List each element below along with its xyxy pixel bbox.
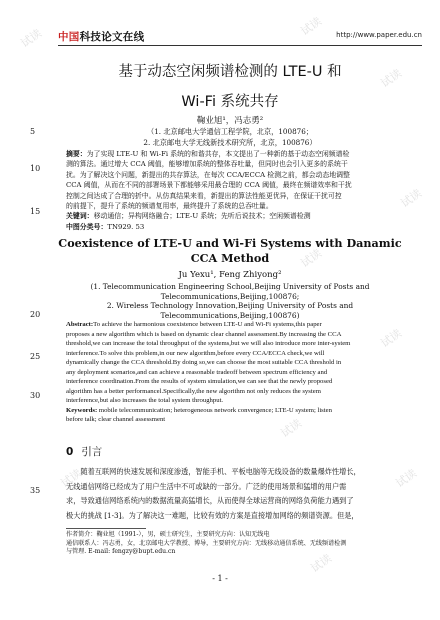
watermark: 试读 — [298, 14, 325, 39]
abstract-cn-line: 扰。为了解决这个问题，新提出的共存算法，在每次 CCA/ECCA 检测之前，都会动态地调整 — [66, 170, 350, 179]
affiliation-cn: （1. 北京邮电大学通信工程学院，北京，100876； — [147, 127, 313, 136]
abstract-en-line: algorithm has a better performancel.Specifically,the new algorithm not only reduces the system — [66, 387, 321, 395]
affiliation-en-line: Telecommunications,Beijing,100876; — [160, 291, 300, 301]
title-en-line2: CCA Method — [190, 251, 270, 265]
watermark: 试读 — [308, 551, 335, 576]
line-number: 20 — [30, 310, 41, 319]
abstract-en-line: dynamically change the CCA threshold.By doing so,we can choose the most suitable CCA threshold in — [66, 359, 342, 366]
abstract-en-line: proposes a new algorithm which is based on dynamic clear channel assessment.By increasing the CCA — [66, 330, 342, 338]
abstract-en-label: Abstract: — [66, 321, 94, 328]
classification-cn-label: 中图分类号： — [66, 222, 108, 231]
abstract-cn-line: 的前提下，提升了系统的频谱复用率，最终提升了系统的总吞吐量。 — [66, 202, 273, 211]
footnote-divider — [66, 528, 146, 529]
footnote-author-bio: 作者简介：鞠业旭（1991-），男，硕士研究生，主要研究方向：认知无线电 — [66, 531, 270, 538]
title-en-line1: Coexistence of LTE-U and Wi-Fi Systems with Danamic — [58, 236, 402, 250]
intro-line: 求，导致通信网络系统内的数据流量高猛增长，从而使得全球运营商的网络负荷能力遇到了 — [66, 496, 354, 505]
section-number: 0 — [66, 446, 74, 458]
watermark: 试读 — [393, 466, 420, 491]
watermark: 试读 — [378, 326, 405, 351]
site-url[interactable]: http://www.paper.edu.cn — [336, 31, 422, 39]
authors-en: Ju Yexu¹, Feng Zhiyong² — [178, 270, 282, 280]
title-cn-line1: 基于动态空闲频谱检测的 LTE-U 和 — [118, 64, 342, 80]
abstract-en-line: interference,but also increases the total system throughput. — [66, 397, 224, 404]
classification-cn — [66, 222, 422, 232]
page-number: - 1 - — [212, 574, 228, 583]
affiliation-en-line: Telecommunications,Beijing,100876) — [160, 310, 300, 320]
affiliation-cn: 2. 北京邮电大学无线新技术研究所，北京，100876） — [143, 138, 317, 147]
abstract-en-line: interference coordination.From the results of system simulation,we can see that the newly proposed — [66, 378, 333, 385]
line-number: 10 — [30, 164, 41, 173]
title-cn-line2: Wi-Fi 系统共存 — [181, 94, 279, 110]
abstract-en-line: any deployment scenarios,and can achieve a reasonable tradeoff between spectrum efficiency and — [66, 368, 328, 376]
logo-red-text: 中国 — [58, 31, 80, 43]
abstract-cn — [66, 149, 425, 232]
section-heading — [66, 444, 102, 459]
abstract-cn-line: 测的算法。通过增大 CCA 阈值，能够增加系统的整体吞吐量，但同时也会引入更多的系统干 — [66, 160, 348, 169]
abstract-en-line: threshold,we can increase the total throughput of the systems,but we will also introduce more inter-system — [66, 340, 351, 347]
header-divider — [58, 45, 422, 46]
watermark: 试读 — [398, 186, 425, 211]
keywords-en-line: mobile telecommunication; heterogeneous network convergence; LTE-U system; listen — [97, 406, 332, 414]
logo-text: 科技论文在线 — [79, 31, 145, 43]
line-number: 30 — [30, 391, 41, 400]
keywords-cn-text: 移动通信；异构网络融合；LTE-U 系统；先听后说技术；空闲频谱检测 — [93, 212, 311, 221]
affiliation-en-line: 2. Wireless Technology Innovation,Beijing University of Posts and — [106, 301, 354, 311]
affiliation-en — [40, 282, 420, 320]
abstract-cn-line: 控制之间达成了合理的折中。从仿真结果来看，新提出的算法性能更优异，在保证干扰可控 — [66, 191, 342, 200]
watermark: 试读 — [18, 26, 45, 51]
line-number: 15 — [30, 207, 41, 216]
abstract-en — [66, 320, 422, 425]
intro-line: 无线通信网络已经成为了用户生活中不可或缺的一部分。广泛的使用场景和猛增的用户需 — [66, 481, 347, 491]
abstract-cn-line: 为了实现 LTE-U 和 Wi-Fi 系统的和谐共存，本文提出了一种新的基于动态空闲频谱检 — [86, 150, 350, 158]
keywords-cn-label: 关键词： — [66, 212, 94, 221]
watermark: 试读 — [298, 246, 325, 271]
line-number: 35 — [30, 486, 41, 495]
classification-cn-text: TN929. 53 — [107, 222, 145, 231]
keywords-en-line: before talk; clear channel assessment — [66, 416, 166, 423]
footnote-contact: 通信联系人：冯志勇，女，北京邮电大学教授、博导，主要研究方向：无线移动通信系统、无线频谱检测 — [66, 539, 347, 547]
line-number: 5 — [30, 127, 36, 136]
footnote-email: 与管理. E-mail: fengzy@bupt.edu.cn — [66, 548, 176, 556]
line-number: 25 — [30, 352, 41, 361]
site-logo — [58, 29, 144, 44]
keywords-en-label: Keywords: — [66, 406, 98, 414]
footnotes — [66, 531, 422, 557]
abstract-en-line: To achieve the harmonious coexistence between LTE-U and Wi-Fi systems,this paper — [93, 321, 322, 328]
abstract-cn-label: 摘要： — [66, 150, 87, 158]
authors-cn: 鞠业旭¹，冯志勇² — [196, 116, 264, 126]
watermark: 试读 — [278, 416, 305, 441]
abstract-cn-line: CCA 阈值，从而在不同的部署场景下都能够采用最合理的 CCA 阈值，最终在频谱效率和干扰 — [66, 181, 352, 190]
watermark: 试读 — [58, 466, 85, 491]
watermark: 试读 — [378, 66, 405, 91]
intro-paragraph — [66, 465, 422, 523]
keywords-cn — [66, 211, 422, 221]
affiliation-en-line: (1. Telecommunication Engineering School,Beijing University of Posts and — [90, 282, 370, 291]
page-header — [18, 27, 422, 45]
abstract-en-line: interference.To solve this problem,in our new algorithm,before every CCA/ECCA check,we will — [66, 349, 325, 357]
intro-line: 极大的挑战 [1-3]。为了解决这一难题，比较有效的方案是直接增加网络的频谱资源。但是， — [66, 510, 359, 520]
section-title: 引言 — [81, 446, 103, 458]
intro-line: 随着互联网的快速发展和深度渗透，智能手机、平板电脑等无线设备的数量爆炸性增长， — [66, 467, 361, 476]
